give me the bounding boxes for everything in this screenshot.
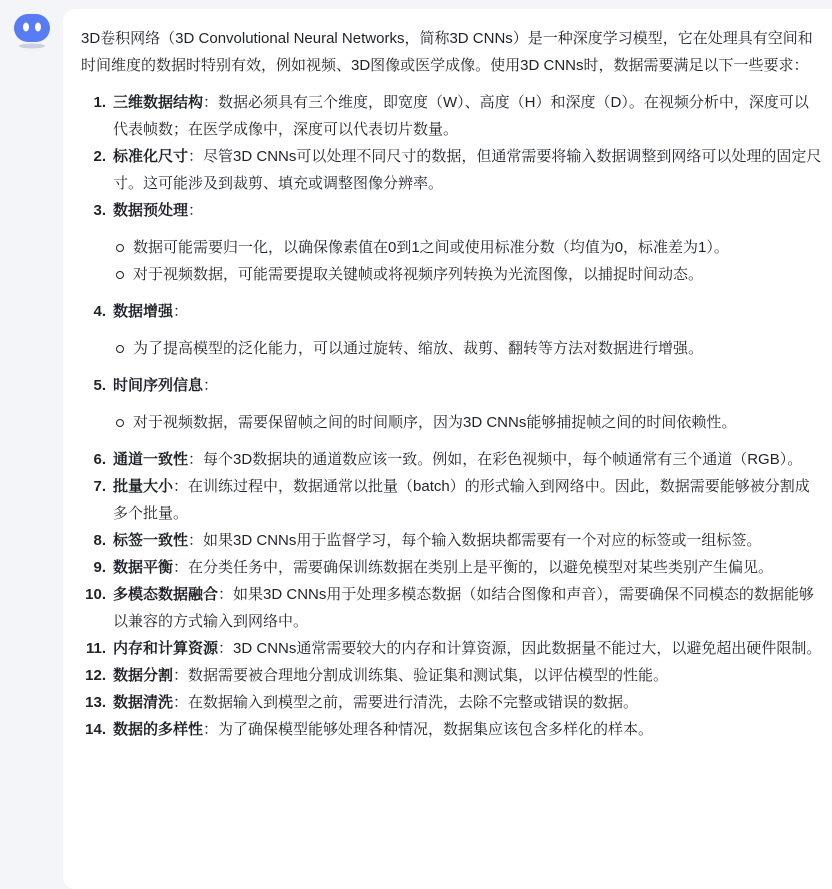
list-item-label: 时间序列信息 bbox=[113, 377, 204, 394]
list-item-number: 12. bbox=[85, 667, 106, 684]
list-item-number: 14. bbox=[85, 721, 106, 738]
list-item-label: 数据的多样性 bbox=[113, 721, 204, 738]
list-item bbox=[81, 473, 823, 527]
list-item-text: ：数据需要被合理地分割成训练集、验证集和测试集，以评估模型的性能。 bbox=[173, 667, 669, 684]
list-item-text: ：3D CNNs通常需要较大的内存和计算资源，因此数据量不能过大，以避免超出硬件限制。 bbox=[218, 640, 822, 657]
list-item-label: 标准化尺寸 bbox=[113, 148, 189, 165]
bullet-icon bbox=[116, 244, 124, 252]
list-item-text: ：每个3D数据块的通道数应该一致。例如，在彩色视频中，每个帧通常有三个通道（RGB）。 bbox=[188, 451, 803, 468]
list-item-number: 11. bbox=[85, 640, 106, 657]
list-item bbox=[81, 662, 823, 689]
list-item-label: 数据清洗 bbox=[113, 694, 174, 711]
list-item bbox=[81, 143, 823, 197]
list-item bbox=[81, 554, 823, 581]
list-item bbox=[81, 298, 823, 362]
list-item-text: ： bbox=[203, 377, 219, 394]
assistant-message-bubble bbox=[63, 9, 832, 889]
list-item-text: ：在分类任务中，需要确保训练数据在类别上是平衡的，以避免模型对某些类别产生偏见。 bbox=[173, 559, 774, 576]
list-item bbox=[81, 527, 823, 554]
sub-list bbox=[113, 335, 823, 362]
list-item-text: ：数据必须具有三个维度，即宽度（W）、高度（H）和深度（D）。在视频分析中，深度可以代表帧数；在医学成像中，深度可以代表切片数量。 bbox=[113, 94, 809, 138]
list-item-number: 10. bbox=[85, 586, 106, 603]
list-item-number: 4. bbox=[93, 303, 106, 320]
list-item-label: 标签一致性 bbox=[113, 532, 189, 549]
list-item-number: 8. bbox=[93, 532, 106, 549]
sub-list-item bbox=[113, 335, 823, 362]
list-item-label: 数据平衡 bbox=[113, 559, 174, 576]
list-item-number: 6. bbox=[93, 451, 106, 468]
sub-list-item bbox=[113, 409, 823, 436]
list-item-number: 5. bbox=[93, 377, 106, 394]
requirements-list bbox=[81, 89, 823, 743]
list-item-text: ：在数据输入到模型之前，需要进行清洗，去除不完整或错误的数据。 bbox=[173, 694, 639, 711]
sub-list-item bbox=[113, 234, 823, 261]
message-intro: 3D卷积网络（3D Convolutional Neural Networks，简称3D CNNs）是一种深度学习模型，它在处理具有空间和时间维度的数据时特别有效，例如视频、3D图像或医学成像。使用3D CNNs时，数据需要满足以下一些要求： bbox=[81, 30, 813, 74]
list-item-text: ：如果3D CNNs用于处理多模态数据（如结合图像和声音），需要确保不同模态的数据能够以兼容的方式输入到网络中。 bbox=[113, 586, 814, 630]
list-item-label: 内存和计算资源 bbox=[113, 640, 219, 657]
list-item bbox=[81, 446, 823, 473]
list-item-label: 数据预处理 bbox=[113, 202, 189, 219]
sub-list-item-text: 数据可能需要归一化，以确保像素值在0到1之间或使用标准分数（均值为0，标准差为1）。 bbox=[133, 239, 729, 256]
list-item-number: 1. bbox=[93, 94, 106, 111]
bullet-icon bbox=[116, 271, 124, 279]
list-item-text: ：如果3D CNNs用于监督学习，每个输入数据块都需要有一个对应的标签或一组标签。 bbox=[188, 532, 762, 549]
list-item-text: ： bbox=[188, 202, 204, 219]
bot-avatar-icon bbox=[12, 10, 52, 50]
list-item-number: 9. bbox=[93, 559, 106, 576]
list-item bbox=[81, 197, 823, 288]
list-item-label: 批量大小 bbox=[113, 478, 174, 495]
list-item-label: 数据增强 bbox=[113, 303, 174, 320]
list-item-text: ：在训练过程中，数据通常以批量（batch）的形式输入到网络中。因此，数据需要能够被分割成多个批量。 bbox=[113, 478, 810, 522]
list-item bbox=[81, 635, 823, 662]
list-item-label: 通道一致性 bbox=[113, 451, 189, 468]
list-item bbox=[81, 689, 823, 716]
list-item-text: ：尽管3D CNNs可以处理不同尺寸的数据，但通常需要将输入数据调整到网络可以处理的固定尺寸。这可能涉及到裁剪、填充或调整图像分辨率。 bbox=[113, 148, 822, 192]
sub-list bbox=[113, 234, 823, 288]
bullet-icon bbox=[116, 345, 124, 353]
bullet-icon bbox=[116, 419, 124, 427]
list-item bbox=[81, 372, 823, 436]
list-item-number: 7. bbox=[93, 478, 106, 495]
sub-list-item-text: 为了提高模型的泛化能力，可以通过旋转、缩放、裁剪、翻转等方法对数据进行增强。 bbox=[133, 340, 704, 357]
list-item-label: 数据分割 bbox=[113, 667, 174, 684]
list-item bbox=[81, 716, 823, 743]
list-item-number: 3. bbox=[93, 202, 106, 219]
list-item bbox=[81, 89, 823, 143]
sub-list bbox=[113, 409, 823, 436]
sub-list-item bbox=[113, 261, 823, 288]
list-item-label: 三维数据结构 bbox=[113, 94, 204, 111]
list-item-number: 2. bbox=[93, 148, 106, 165]
list-item-number: 13. bbox=[85, 694, 106, 711]
list-item-label: 多模态数据融合 bbox=[113, 586, 219, 603]
list-item bbox=[81, 581, 823, 635]
sub-list-item-text: 对于视频数据，需要保留帧之间的时间顺序，因为3D CNNs能够捕捉帧之间的时间依赖性。 bbox=[133, 414, 737, 431]
list-item-text: ： bbox=[173, 303, 189, 320]
list-item-text: ：为了确保模型能够处理各种情况，数据集应该包含多样化的样本。 bbox=[203, 721, 654, 738]
sub-list-item-text: 对于视频数据，可能需要提取关键帧或将视频序列转换为光流图像，以捕捉时间动态。 bbox=[133, 266, 704, 283]
